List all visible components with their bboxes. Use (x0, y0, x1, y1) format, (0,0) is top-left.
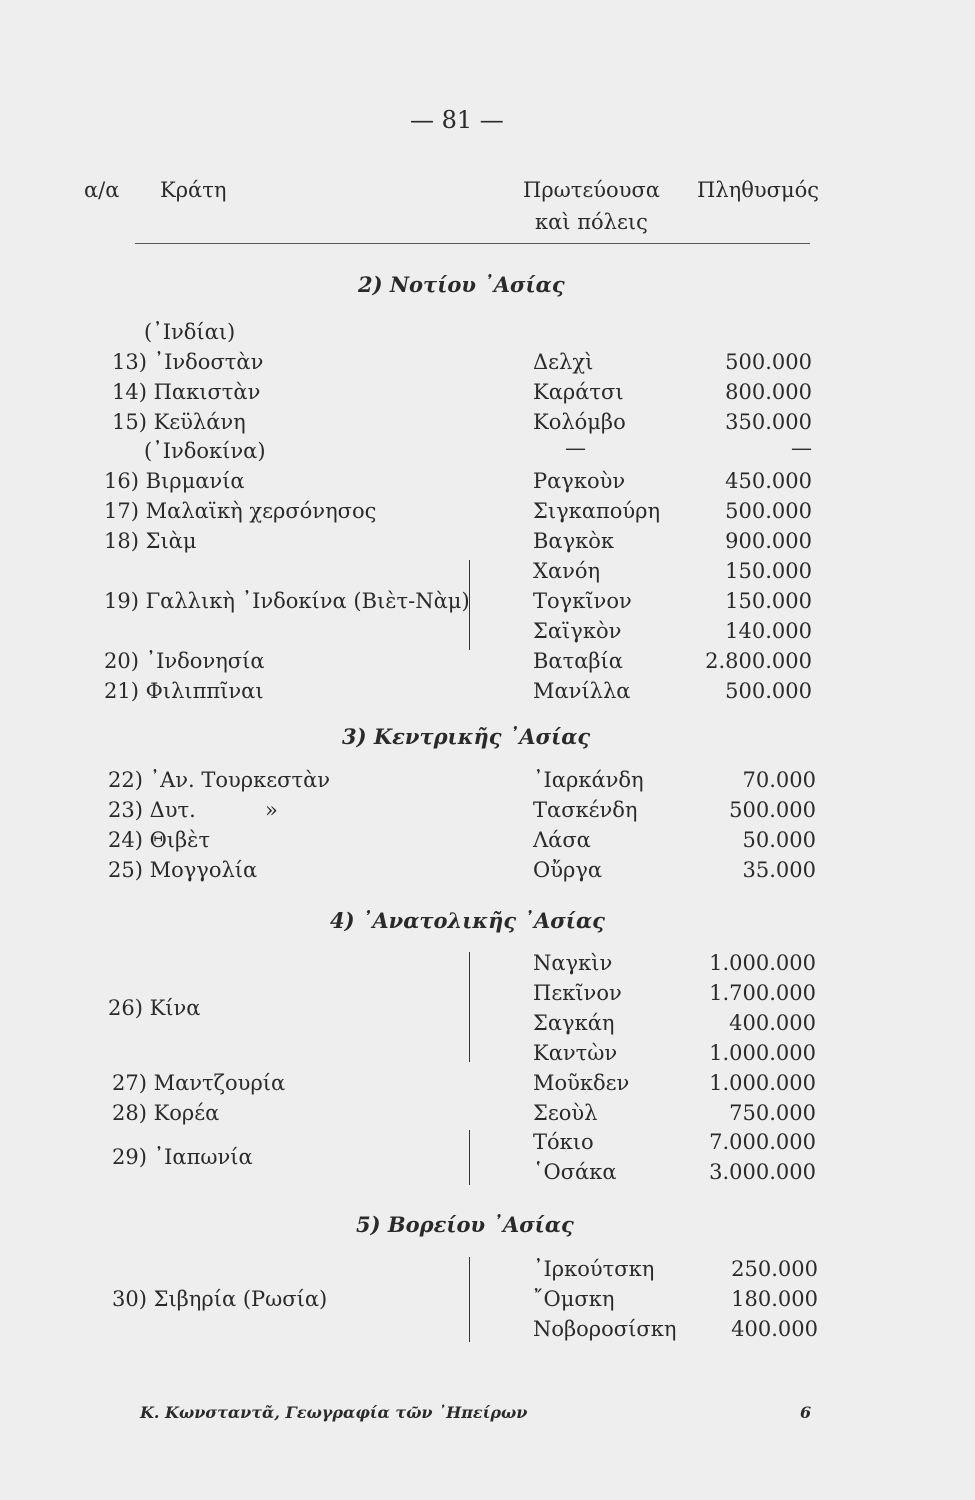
row-17-state: 17) Μαλαϊκὴ χερσόνησος (104, 499, 377, 523)
row-15-state: 15) Κεϋλάνη (112, 410, 246, 434)
row-26-state: 26) Κίνα (108, 996, 201, 1020)
row-29-pop-2: 3.000.000 (709, 1160, 816, 1184)
row-19-city-2: Τογκῖνον (533, 589, 632, 613)
row-14-pop: 800.000 (725, 380, 812, 404)
section-south-asia: 2) Νοτίου ᾿Ασίας (358, 272, 565, 297)
row-19-city-1: Χανόη (533, 559, 601, 583)
row-24-state: 24) Θιβὲτ (108, 828, 211, 852)
row-24-pop: 50.000 (742, 828, 816, 852)
row-30-city-3: Νοβοροσίσκη (533, 1317, 677, 1341)
header-col-capitals-line1: Πρωτεύουσα (523, 178, 660, 202)
row-18-city: Βαγκὸκ (533, 529, 615, 553)
row-26-city-1: Ναγκὶν (533, 951, 613, 975)
row-17-city: Σιγκαπούρη (533, 499, 661, 523)
row-16-city: Ραγκοὺν (533, 469, 626, 493)
row-30-pop-2: 180.000 (731, 1287, 818, 1311)
row-28-pop: 750.000 (729, 1101, 816, 1125)
section-north-asia: 5) Βορείου ᾿Ασίας (356, 1212, 574, 1237)
section-east-asia: 4) ᾿Ανατολικῆς ᾿Ασίας (330, 908, 605, 933)
row-23-state: 23) Δυτ. (108, 798, 196, 822)
row-27-pop: 1.000.000 (709, 1071, 816, 1095)
row-18-pop: 900.000 (725, 529, 812, 553)
group-indochina: (᾿Ινδοκίνα) (144, 439, 266, 463)
row-26-city-4: Καντὼν (533, 1041, 618, 1065)
row-22-city: ᾿Ιαρκάνδη (533, 768, 644, 792)
row-26-brace (469, 952, 470, 1062)
row-30-brace (469, 1257, 470, 1342)
row-30-state: 30) Σιβηρία (Ρωσία) (112, 1287, 328, 1311)
row-30-pop-3: 400.000 (731, 1317, 818, 1341)
row-15-pop: 350.000 (725, 410, 812, 434)
group-indochina-dash-pop: — (791, 436, 812, 460)
header-rule (135, 243, 810, 244)
row-22-pop: 70.000 (742, 768, 816, 792)
row-23-city: Τασκένδη (533, 798, 638, 822)
row-19-pop-3: 140.000 (725, 619, 812, 643)
row-26-pop-3: 400.000 (729, 1011, 816, 1035)
row-13-city: Δελχὶ (533, 350, 594, 374)
row-30-city-2: ῎Ομσκη (533, 1287, 615, 1311)
row-16-state: 16) Βιρμανία (104, 469, 245, 493)
row-29-city-2: ῾Οσάκα (533, 1160, 617, 1184)
row-26-city-3: Σαγκάη (533, 1011, 615, 1035)
row-15-city: Κολόμβο (533, 410, 626, 434)
section-central-asia: 3) Κεντρικῆς ᾿Ασίας (342, 724, 591, 749)
row-21-state: 21) Φιλιππῖναι (104, 679, 264, 703)
row-19-pop-1: 150.000 (725, 559, 812, 583)
footer-book-title: Κ. Κωνσταντᾶ, Γεωγραφία τῶν ᾿Ηπείρων (140, 1403, 528, 1422)
row-19-brace (469, 560, 470, 650)
row-16-pop: 450.000 (725, 469, 812, 493)
footer-signature-mark: 6 (800, 1403, 812, 1422)
row-14-city: Καράτσι (533, 380, 624, 404)
row-23-pop: 500.000 (729, 798, 816, 822)
row-20-city: Βαταβία (533, 649, 623, 673)
row-25-pop: 35.000 (742, 858, 816, 882)
row-13-pop: 500.000 (725, 350, 812, 374)
row-28-state: 28) Κορέα (112, 1101, 220, 1125)
row-26-pop-2: 1.700.000 (709, 981, 816, 1005)
row-20-pop: 2.800.000 (705, 649, 812, 673)
row-24-city: Λάσα (533, 828, 591, 852)
row-30-city-1: ᾿Ιρκούτσκη (533, 1257, 655, 1281)
row-14-state: 14) Πακιστὰν (112, 380, 261, 404)
header-col-population: Πληθυσμός (697, 178, 820, 202)
row-27-city: Μοῦκδεν (533, 1071, 630, 1095)
row-22-state: 22) ᾿Αν. Τουρκεστὰν (108, 768, 331, 792)
page-number: — 81 — (410, 106, 504, 134)
row-23-ditto: » (265, 798, 278, 822)
row-19-state: 19) Γαλλικὴ ᾿Ινδοκίνα (Βιὲτ-Νὰμ) (104, 589, 470, 613)
row-17-pop: 500.000 (725, 499, 812, 523)
row-26-pop-1: 1.000.000 (709, 951, 816, 975)
row-29-pop-1: 7.000.000 (709, 1130, 816, 1154)
row-19-city-3: Σαϊγκὸν (533, 619, 622, 643)
row-13-state: 13) ᾿Ινδοστὰν (112, 350, 264, 374)
header-col-number: α/α (84, 178, 120, 202)
header-col-capitals-line2: καὶ πόλεις (535, 210, 648, 234)
group-india: (᾿Ινδίαι) (144, 320, 236, 344)
row-28-city: Σεοὺλ (533, 1101, 598, 1125)
row-20-state: 20) ᾿Ινδονησία (104, 649, 265, 673)
row-26-pop-4: 1.000.000 (709, 1041, 816, 1065)
row-29-brace (469, 1130, 470, 1185)
row-25-state: 25) Μογγολία (108, 858, 258, 882)
header-col-states: Κράτη (160, 178, 227, 202)
row-18-state: 18) Σιὰμ (104, 529, 197, 553)
row-26-city-2: Πεκῖνον (533, 981, 622, 1005)
row-21-city: Μανίλλα (533, 679, 631, 703)
row-19-pop-2: 150.000 (725, 589, 812, 613)
row-30-pop-1: 250.000 (731, 1257, 818, 1281)
row-29-state: 29) ᾿Ιαπωνία (112, 1145, 253, 1169)
row-25-city: Οὔργα (533, 858, 603, 882)
row-21-pop: 500.000 (725, 679, 812, 703)
group-indochina-dash-city: — (565, 436, 586, 460)
row-27-state: 27) Μαντζουρία (112, 1071, 286, 1095)
row-29-city-1: Τόκιο (533, 1130, 594, 1154)
